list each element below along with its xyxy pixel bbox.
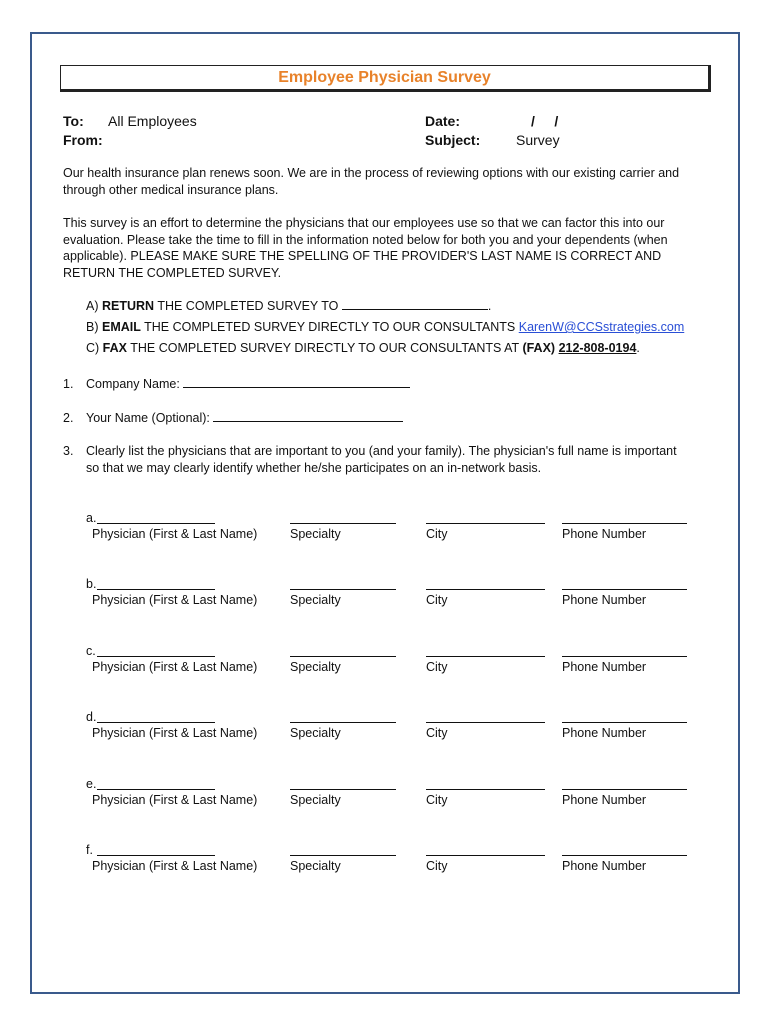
subject-value: Survey xyxy=(516,132,560,148)
city-field[interactable] xyxy=(426,656,545,657)
phone-number-field[interactable] xyxy=(562,789,687,790)
specialty-label: Specialty xyxy=(290,726,341,740)
physician-name-label: Physician (First & Last Name) xyxy=(92,593,258,607)
q1-number: 1. xyxy=(63,377,74,391)
phone-number-label: Phone Number xyxy=(562,527,647,541)
title-box xyxy=(60,65,711,92)
purpose-paragraph: This survey is an effort to determine the physicians that our employees use so that we can factor this into our evaluation. Please take the time to fill in the information noted below for both you and your dependents (when applicable). PLEASE MAKE SURE THE SPELLING OF THE PROVIDER'S LAST NAME IS CORRECT AND RETURN THE COMPLETED SURVEY. xyxy=(63,216,668,280)
physician-name-label: Physician (First & Last Name) xyxy=(92,660,258,674)
row-letter: a. xyxy=(86,511,97,525)
specialty-label: Specialty xyxy=(290,593,341,607)
q2-number: 2. xyxy=(63,411,74,425)
phone-number-label: Phone Number xyxy=(562,660,647,674)
phone-number-label: Phone Number xyxy=(562,859,647,873)
from-label: From: xyxy=(63,132,103,148)
physician-name-label: Physician (First & Last Name) xyxy=(92,859,258,873)
physician-name-field[interactable] xyxy=(97,589,215,590)
city-field[interactable] xyxy=(426,789,545,790)
phone-number-field[interactable] xyxy=(562,523,687,524)
to-value: All Employees xyxy=(108,113,197,129)
specialty-field[interactable] xyxy=(290,789,396,790)
physician-name-label: Physician (First & Last Name) xyxy=(92,527,258,541)
specialty-label: Specialty xyxy=(290,660,341,674)
phone-number-label: Phone Number xyxy=(562,593,647,607)
phone-number-field[interactable] xyxy=(562,589,687,590)
option-a: A) RETURN THE COMPLETED SURVEY TO . xyxy=(86,299,492,313)
city-label: City xyxy=(426,527,448,541)
city-label: City xyxy=(426,660,448,674)
intro-paragraph: Our health insurance plan renews soon. We are in the process of reviewing options with our existing carrier and through other medical insurance plans. xyxy=(63,166,680,197)
row-letter: e. xyxy=(86,777,97,791)
physician-name-label: Physician (First & Last Name) xyxy=(92,726,258,740)
physician-name-label: Physician (First & Last Name) xyxy=(92,793,258,807)
physician-name-field[interactable] xyxy=(97,656,215,657)
option-b: B) EMAIL THE COMPLETED SURVEY DIRECTLY TO OUR CONSULTANTS KarenW@CCSstrategies.com xyxy=(86,320,685,334)
row-letter: d. xyxy=(86,710,97,724)
city-label: City xyxy=(426,593,448,607)
city-field[interactable] xyxy=(426,855,545,856)
date-value: / / xyxy=(531,113,559,129)
specialty-field[interactable] xyxy=(290,656,396,657)
city-label: City xyxy=(426,859,448,873)
q3-text: Clearly list the physicians that are important to you (and your family). The physician's full name is important so that we may clearly identify whether he/she participates on an in-network basis. xyxy=(86,444,677,475)
specialty-field[interactable] xyxy=(290,855,396,856)
phone-number-label: Phone Number xyxy=(562,793,647,807)
q3-number: 3. xyxy=(63,444,74,458)
physician-name-field[interactable] xyxy=(97,855,215,856)
return-to-blank[interactable] xyxy=(342,298,488,310)
row-letter: c. xyxy=(86,644,96,658)
city-label: City xyxy=(426,793,448,807)
phone-number-field[interactable] xyxy=(562,855,687,856)
q2-row: Your Name (Optional): xyxy=(86,410,403,427)
phone-number-field[interactable] xyxy=(562,722,687,723)
q1-row: Company Name: xyxy=(86,376,410,393)
specialty-label: Specialty xyxy=(290,793,341,807)
city-field[interactable] xyxy=(426,523,545,524)
specialty-label: Specialty xyxy=(290,859,341,873)
specialty-field[interactable] xyxy=(290,523,396,524)
phone-number-field[interactable] xyxy=(562,656,687,657)
page-title: Employee Physician Survey xyxy=(278,69,491,86)
row-letter: f. xyxy=(86,843,93,857)
specialty-field[interactable] xyxy=(290,722,396,723)
fax-number: 212-808-0194 xyxy=(558,341,637,355)
specialty-field[interactable] xyxy=(290,589,396,590)
subject-label: Subject: xyxy=(425,132,481,148)
city-label: City xyxy=(426,726,448,740)
to-label: To: xyxy=(63,113,84,129)
physician-name-field[interactable] xyxy=(97,722,215,723)
row-letter: b. xyxy=(86,577,97,591)
consultant-email-link[interactable]: KarenW@CCSstrategies.com xyxy=(518,320,685,334)
city-field[interactable] xyxy=(426,722,545,723)
physician-name-field[interactable] xyxy=(97,523,215,524)
city-field[interactable] xyxy=(426,589,545,590)
physician-name-field[interactable] xyxy=(97,789,215,790)
your-name-field[interactable] xyxy=(213,410,403,422)
company-name-field[interactable] xyxy=(183,376,410,388)
option-c: C) FAX THE COMPLETED SURVEY DIRECTLY TO OUR CONSULTANTS AT (FAX) 212-808-0194. xyxy=(86,341,640,355)
specialty-label: Specialty xyxy=(290,527,341,541)
phone-number-label: Phone Number xyxy=(562,726,647,740)
date-label: Date: xyxy=(425,113,461,129)
